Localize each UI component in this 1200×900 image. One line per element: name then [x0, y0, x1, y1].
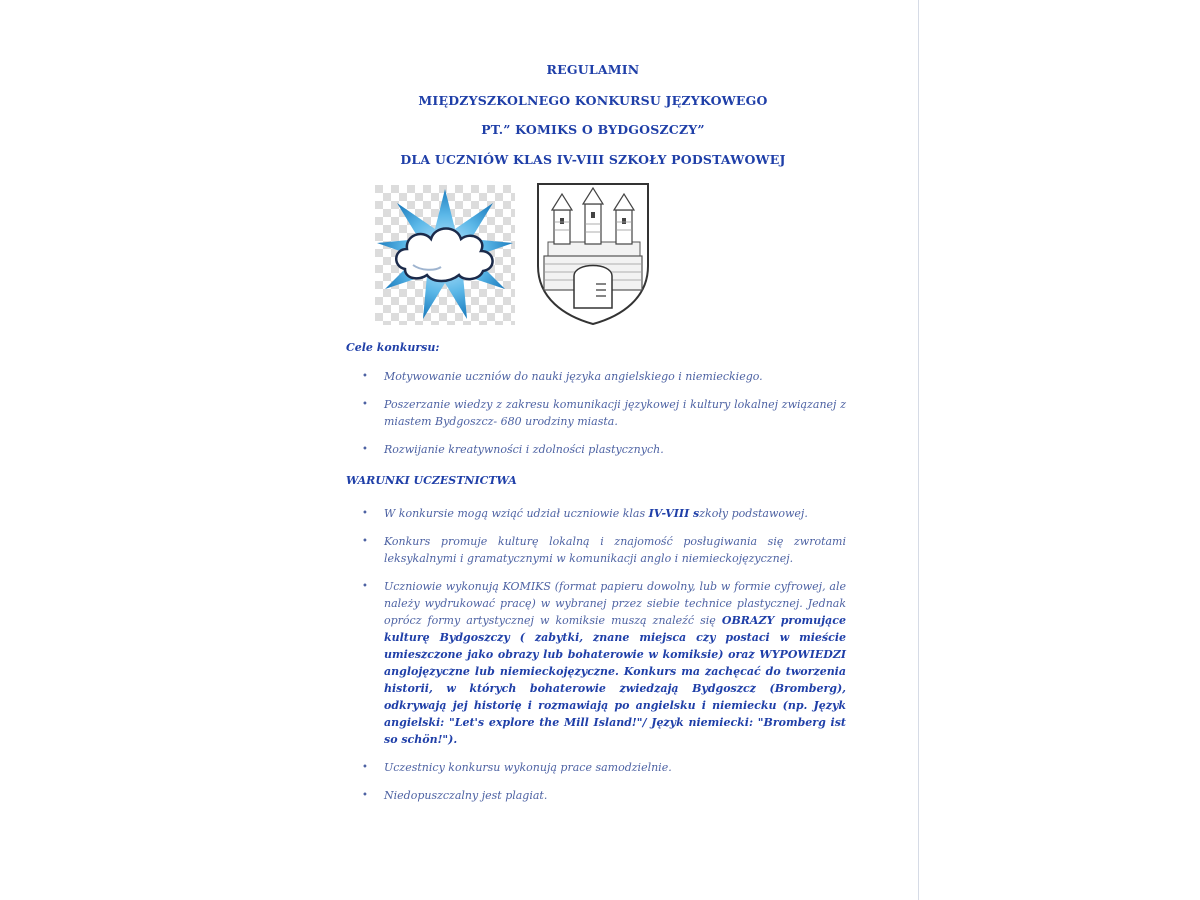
- comic-cloud-image: [375, 185, 515, 325]
- coat-of-arms-image: [530, 180, 656, 326]
- list-item: • Uczniowie wykonują KOMIKS (format papieru dowolny, lub w formie cyfrowej, ale należy wydrukować pracę) w wybranej przez siebie technice plastycznej. Jednak oprócz formy artystycznej w komiksie muszą znaleźć się OBRAZY promujące kulturę Bydgoszczy ( zabytki, znane miejsca czy postaci w mieście umieszczone jako obrazy lub bohaterowie w komiksie) oraz WYPOWIEDZI anglojęzyczne lub niemieckojęzyczne. Konkurs ma zachęcać do tworzenia historii, w których bohaterowie zwiedzają Bydgoszcz (Bromberg), odkrywają jej historię i rozmawiają po angielsku i niemiecku (np. Język angielski: "Let's explore the Mill Island!"/ Język niemiecki: "Bromberg ist so schön!").: [362, 580, 846, 746]
- list-item: • Motywowanie uczniów do nauki języka angielskiego i niemieckiego.: [362, 370, 763, 383]
- goal-text-1: Motywowanie uczniów do nauki języka angielskiego i niemieckiego.: [384, 370, 763, 383]
- condition-1-a: W konkursie mogą wziąć udział uczniowie klas: [384, 507, 649, 520]
- list-item: • Uczestnicy konkursu wykonują prace samodzielnie.: [362, 761, 672, 774]
- condition-3-a: Uczniowie wykonują KOMIKS (format papieru dowolny, lub w formie cyfrowej, ale należy wydrukować pracę) w wybranej przez siebie technice plastycznej. Jednak oprócz formy artystycznej w komiksie muszą znaleźć się: [384, 580, 846, 627]
- goals-list: [346, 368, 846, 469]
- doc-title-line-4: DLA UCZNIÓW KLAS IV-VIII SZKOŁY PODSTAWOWEJ: [400, 152, 786, 167]
- condition-4: Uczestnicy konkursu wykonują prace samodzielnie.: [384, 761, 672, 774]
- goals-heading: Cele konkursu:: [346, 341, 440, 354]
- doc-title-line-2: MIĘDZYSZKOLNEGO KONKURSU JĘZYKOWEGO: [418, 93, 768, 108]
- condition-1-grades: IV-VIII s: [648, 507, 700, 520]
- goal-text-2: Poszerzanie wiedzy z zakresu komunikacji językowej i kultury lokalnej związanej z miastem Bydgoszcz- 680 urodziny miasta.: [384, 398, 846, 428]
- doc-title: REGULAMIN: [546, 62, 640, 77]
- conditions-heading: WARUNKI UCZESTNICTWA: [346, 474, 517, 487]
- doc-title-line-3: PT.” KOMIKS O BYDGOSZCZY”: [481, 122, 705, 137]
- list-item: • Konkurs promuje kulturę lokalną i znajomość posługiwania się zwrotami leksykalnymi i gramatycznymi w komunikacji anglo i niemieckojęzycznej.: [362, 535, 846, 565]
- list-item: • Niedopuszczalny jest plagiat.: [362, 789, 548, 802]
- goal-text-3: Rozwijanie kreatywności i zdolności plastycznych.: [384, 443, 664, 456]
- list-item: • Poszerzanie wiedzy z zakresu komunikacji językowej i kultury lokalnej związanej z miastem Bydgoszcz- 680 urodziny miasta.: [362, 398, 846, 428]
- condition-5: Niedopuszczalny jest plagiat.: [384, 789, 548, 802]
- condition-3-b: OBRAZY promujące kulturę Bydgoszczy ( zabytki, znane miejsca czy postaci w mieście umieszczone jako obrazy lub bohaterowie w komiksie) oraz WYPOWIEDZI anglojęzyczne lub niemieckojęzyczne. Konkurs ma zachęcać do tworzenia historii, w których bohaterowie zwiedzają Bydgoszcz (Bromberg), odkrywają jej historię i rozmawiają po angielsku i niemiecku (np. Język angielski: "Let's explore the Mill Island!"/ Język niemiecki: "Bromberg ist so schön!").: [384, 614, 846, 746]
- list-item: • W konkursie mogą wziąć udział uczniowie klas IV-VIII szkoły podstawowej.: [362, 507, 808, 520]
- conditions-list: [346, 505, 846, 815]
- condition-1-c: zkoły podstawowej.: [699, 507, 808, 520]
- list-item: • Rozwijanie kreatywności i zdolności plastycznych.: [362, 443, 664, 456]
- condition-2: Konkurs promuje kulturę lokalną i znajomość posługiwania się zwrotami leksykalnymi i gramatycznymi w komunikacji anglo i niemieckojęzycznej.: [384, 535, 846, 565]
